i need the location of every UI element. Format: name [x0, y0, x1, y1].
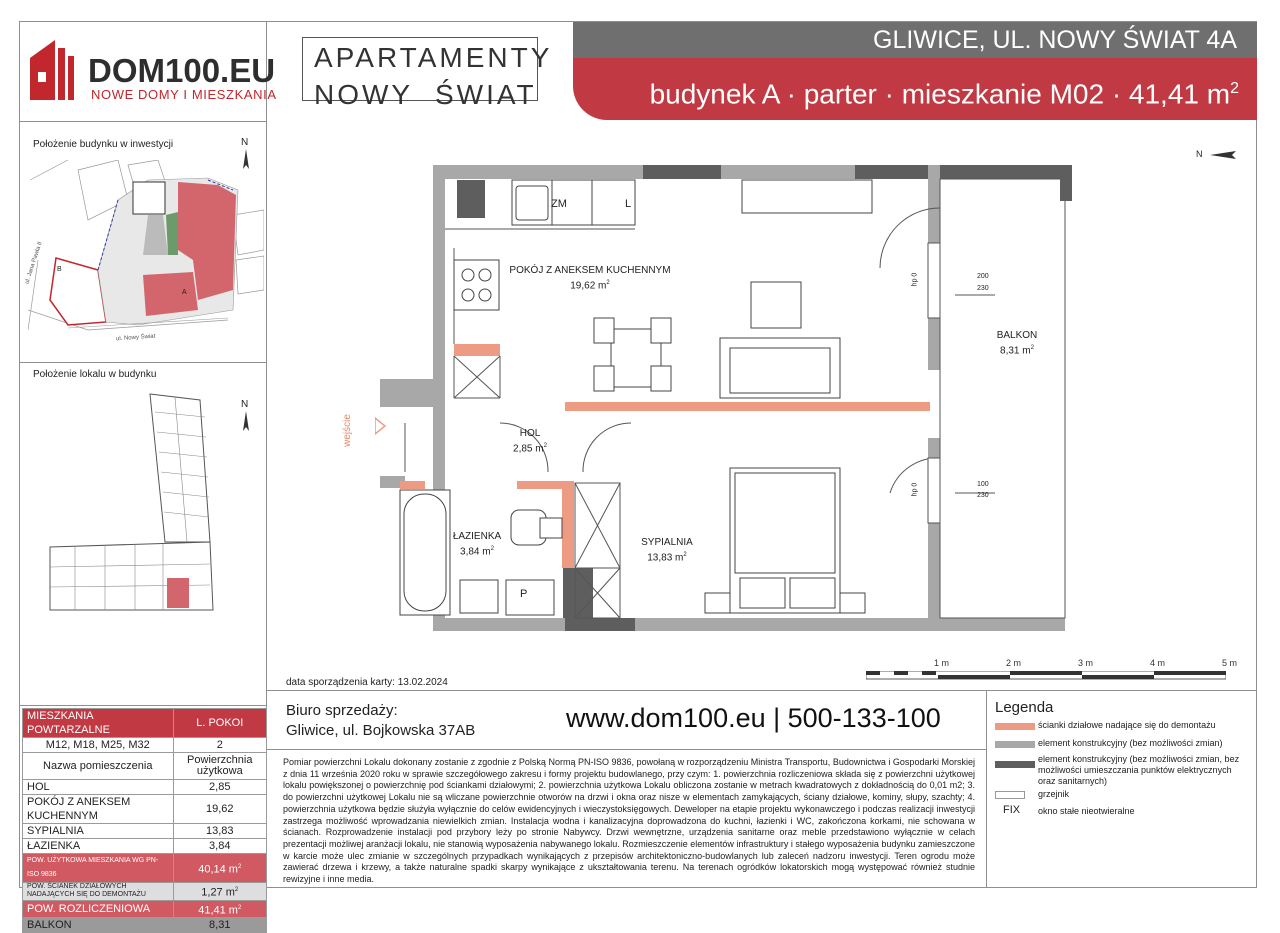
table-row: SYPIALNIA 13,83 — [23, 824, 267, 839]
legend-swatch-demountable — [995, 723, 1035, 730]
room-bedroom-name: SYPIALNIA — [641, 537, 693, 548]
dishwasher-l-label: L — [625, 198, 632, 210]
total-area-value: 41,41 m — [198, 904, 238, 917]
north-label-1: N — [241, 137, 249, 148]
room-living: POKÓJ Z ANEKSEM KUCHENNYM 19,62 $m^2$ — [505, 264, 675, 292]
room-balcony-area: 8,31 m — [1000, 345, 1031, 357]
plan-north-arrow-icon — [1210, 148, 1236, 166]
unit-sup: 2 — [1230, 80, 1239, 97]
date-label: data sporządzenia karty: 13.02.2024 — [286, 677, 448, 688]
total-area-label: POW. ROZLICZENIOWA — [23, 900, 174, 918]
room-bathroom-name: ŁAZIENKA — [452, 531, 502, 542]
area-table: MIESZKANIA POWTARZALNE L. POKOI M12, M18, M25, M32 2 Nazwa pomieszczenia Powierzchnia użytkowa HOL 2,85 POKÓJ Z ANEKSEM KUCHENNYM 19,62 SYPIALNIA 13,83 ŁAZIENKA 3,84 POW. UŻYTKOWA MIESZKANIA WG PN-ISO 9836 40,14 $m^2$ POW. ŚCIANEK DZIAŁOWYCH NADAJĄCYCH SIĘ DO DEMONTAŻU 1,27 $m^2$ POW. ROZLICZENIOWA 41,41 $m^2$ BALKON 8,31 — [22, 708, 267, 933]
scale-bar — [866, 668, 1226, 678]
project-title-line2b: ŚWIAT — [435, 79, 537, 110]
building-location-label: Położenie budynku w inwestycji — [33, 139, 174, 150]
building-a-marker: A — [182, 289, 187, 296]
window2-bottom: 230 — [977, 492, 989, 499]
map-divider — [19, 362, 267, 363]
contact-divider — [266, 749, 986, 750]
project-title-line2a: NOWY — [314, 79, 414, 110]
legend-swatch-structural-dark — [995, 761, 1035, 768]
legend-fix-label: FIX — [1003, 804, 1021, 816]
table-divider — [19, 705, 267, 706]
balcony-value: 8,31 — [173, 918, 266, 933]
legend-label-structural: element konstrukcyjny (bez możliwości zmian) — [1038, 738, 1223, 748]
scale-label-4: 4 m — [1150, 658, 1166, 668]
entrance-label: wejście — [341, 414, 353, 447]
address-text: GLIWICE, UL. NOWY ŚWIAT 4A — [873, 26, 1237, 54]
sales-address: Gliwice, ul. Bojkowska 37AB — [286, 722, 476, 739]
logo-tagline: NOWE DOMY I MIESZKANIA — [91, 87, 277, 102]
logo-name: DOM100.EU — [88, 52, 276, 89]
scale-label-2: 2 m — [1006, 658, 1022, 668]
street-label-nowy-swiat: ul. Nowy Świat — [115, 333, 156, 343]
room-bedroom-area: 13,83 m — [647, 552, 684, 564]
table-row: ŁAZIENKA 3,84 — [23, 839, 267, 854]
balcony-label: BALKON — [23, 918, 174, 933]
site-plan-map — [28, 160, 264, 360]
logo-icon — [30, 38, 80, 100]
room-hall-name: HOL — [519, 428, 541, 439]
street-label-jana-pawla: ul. Jana Pawła II — [24, 241, 44, 285]
legend-label-radiator: grzejnik — [1038, 789, 1070, 799]
col-name-header: Nazwa pomieszczenia — [23, 753, 174, 780]
legend-label-fixed-window: okno stałe nieotwieralne — [1038, 806, 1135, 816]
north-label-2: N — [241, 399, 249, 410]
logo-divider — [19, 121, 267, 122]
building-floor-plan-thumbnail — [45, 392, 225, 612]
legend-label-demountable: ścianki działowe nadające się do demontażu — [1038, 720, 1216, 730]
walls-area-label: POW. ŚCIANEK DZIAŁOWYCH NADAJĄCYCH SIĘ DO DEMONTAŻU — [23, 883, 174, 901]
room-bedroom: SYPIALNIA 13,83 $m^2$ — [632, 536, 702, 564]
washing-machine-p-label: P — [520, 588, 528, 600]
room-balcony-name: BALKON — [996, 330, 1038, 341]
window2-top: 100 — [977, 481, 989, 488]
fridge-zm-label: ZM — [551, 198, 567, 210]
unit-location-label: Położenie lokalu w budynku — [33, 369, 157, 380]
scale-label-3: 3 m — [1078, 658, 1094, 668]
room-living-area: 19,62 m — [570, 280, 607, 292]
plan-north-label: N — [1196, 149, 1203, 159]
project-title-line1: APARTAMENTY — [314, 42, 553, 73]
usable-area-value: 40,14 m — [198, 863, 238, 876]
scale-label-5: 5 m — [1222, 658, 1238, 668]
window1-top: 200 — [977, 273, 989, 280]
table-row: HOL 2,85 — [23, 780, 267, 795]
window2-hp: hp 0 — [911, 482, 919, 497]
disclaimer-text: Pomiar powierzchni Lokalu dokonany zostanie z zgodnie z Polską Normą PN-ISO 9836, powołaną w rozporządzeniu Ministra Transportu, Budownictwa i Gospodarki Morskiej z dnia 11 września 2020 roku w sprawie szczegółowego zakresu i formy projektu budowlanego, przy czym: 1. powierzchnia rozliczeniowa składa się z powierzchni użytkowej lokalu powiększonej o powierzchnię pod ściankami działowymi; 2. powierzchnia użytkowa Lokalu obliczona zostanie w metrach kwadratowych z dokładnością do 0,01 m2; 3. do powierzchni użytkowej Lokalu nie są wliczane powierzchnie otworów na drzwi i okna oraz nisze w elementach zamykających, ściany działowe, kominy, słupy, szachty; 4. powierzchnia użytkowa będzie służyła wyłącznie do celów ewidencyjnych i wieczystoksięgowych. Deweloper na etapie projektu wykonawczego i podczas realizacji inwestycji zastrzega możliwość wprowadzania niewielkich zmian. Instalacja wodna i kanalizacyjna doprowadzona do kuchni, łazienki i WC, zakończona korkami, nie schowana w ścianach. Rozprowadzenie instalacji pod przybory leży po stronie Nabywcy. Drzwi wewnętrzne, urządzenia sanitarne oraz meble przedstawiono wyłącznie w celach prezentacji możliwej aranżacji lokalu, nie stanowią wyposażenia nabywanego lokalu. Rozmieszczenie elementów infrastruktury i stałego wyposażenia budynku zamieszczone w karcie może ulec zmianie w szczególnych przypadkach wynikających z przepisów architektoniczno-budowlanych lub zaleceń nadzoru inwestycji. Teren ogrodu może zawierać drzewa i krzewy, a także naturalne spadki skarpy wynikające z ukształtowania terenu. Na terenach ogródków lokatorskich mogą występować również studnie rewizyjne i inne media. — [283, 757, 975, 885]
legend-label-structural-dark: element konstrukcyjny (bez możliwości zmian, bez możliwości umieszczania punktów elektrycznych oraz sanitarnych) — [1038, 754, 1240, 786]
room-bathroom-area: 3,84 m — [460, 546, 491, 558]
address-banner — [573, 22, 1257, 58]
scale-label-1: 1 m — [934, 658, 950, 668]
unit-banner — [573, 58, 1257, 120]
sales-label: Biuro sprzedaży: — [286, 702, 398, 719]
room-hall: HOL 2,85 $m^2$ — [500, 427, 560, 455]
footer-divider — [266, 690, 1257, 691]
building-b-marker: B — [57, 266, 62, 273]
floor-plan — [375, 148, 1255, 668]
repeat-header: MIESZKANIA POWTARZALNE — [23, 709, 174, 738]
north-arrow-icon-2 — [241, 411, 251, 436]
window1-hp: hp 0 — [911, 272, 919, 287]
col-area-header: Powierzchnia użytkowa — [173, 753, 266, 780]
legend-title: Legenda — [995, 699, 1054, 716]
room-hall-area: 2,85 m — [513, 443, 544, 455]
contact-url[interactable]: www.dom100.eu | 500-133-100 — [566, 703, 941, 733]
room-balcony: BALKON 8,31 $m^2$ — [987, 329, 1047, 357]
unit-text: budynek A · parter · mieszkanie M02 · 41,41 m — [649, 78, 1231, 110]
rooms-count: 2 — [173, 738, 266, 753]
room-living-name: POKÓJ Z ANEKSEM KUCHENNYM — [509, 265, 671, 276]
walls-area-value: 1,27 m — [201, 886, 235, 899]
rooms-header: L. POKOI — [173, 709, 266, 738]
room-bathroom: ŁAZIENKA 3,84 $m^2$ — [447, 530, 507, 558]
table-row: POKÓJ Z ANEKSEM KUCHENNYM 19,62 — [23, 795, 267, 824]
legend-swatch-structural — [995, 741, 1035, 748]
usable-area-label: POW. UŻYTKOWA MIESZKANIA WG PN-ISO 9836 — [23, 854, 174, 883]
repeat-units: M12, M18, M25, M32 — [23, 738, 174, 753]
window1-bottom: 230 — [977, 285, 989, 292]
legend-divider — [986, 690, 987, 888]
legend-radiator-icon — [995, 791, 1025, 799]
